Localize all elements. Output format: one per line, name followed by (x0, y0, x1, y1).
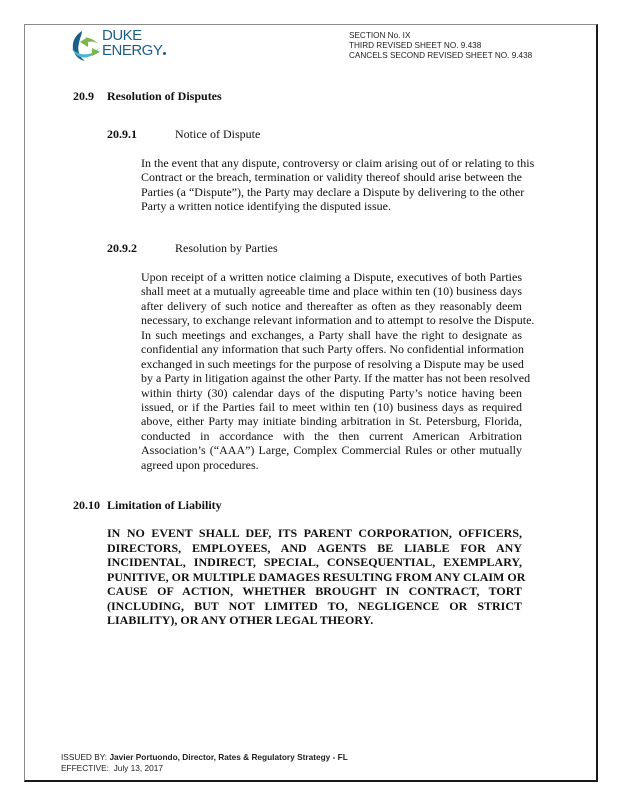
paragraph-line: agreed upon procedures. (141, 457, 259, 472)
footer-effective (61, 763, 163, 774)
cancels-sheet: CANCELS SECOND REVISED SHEET NO. 9.438 (349, 51, 533, 60)
paragraph-line: Contract or the breach, termination or validity thereof should arise between the (141, 170, 522, 185)
paragraph-line: after delivery of such notice and thereafter as often as they reasonably deem (141, 298, 522, 313)
footer-issued-by (61, 752, 348, 763)
paragraph-line: (INCLUDING, BUT NOT LIMITED TO, NEGLIGENCE OR STRICT (107, 598, 522, 613)
issued-by-label: ISSUED BY: (61, 752, 108, 762)
paragraph-line: shall meet at a mutually agreeable time and place within ten (10) business days (141, 284, 522, 299)
paragraph-line: Association’s (“AAA”) Large, Complex Commercial Rules or other mutually (141, 443, 522, 458)
paragraph-line: IN NO EVENT SHALL DEF, ITS PARENT CORPORATION, OFFICERS, (107, 526, 522, 540)
effective-label: EFFECTIVE: (61, 763, 109, 773)
paragraph-line: Party a written notice identifying the disputed issue. (141, 199, 391, 214)
subsection-20-9-2-title: Resolution by Parties (175, 241, 278, 255)
paragraph-line: exchanged in such meetings for the purpose of resolving a Dispute may be used (141, 356, 524, 371)
paragraph-line: above, either Party may initiate binding arbitration in St. Petersburg, Florida, (141, 414, 522, 429)
logo-text-duke: DUKE (102, 27, 142, 44)
paragraph-line: LIABILITY), OR ANY OTHER LEGAL THEORY. (107, 613, 374, 627)
section-20-10-title: Limitation of Liability (107, 498, 222, 512)
resolution-by-parties-paragraph (141, 270, 535, 472)
logo-text-energy: ENERGY (102, 43, 166, 58)
paragraph-line: PUNITIVE, OR MULTIPLE DAMAGES RESULTING FROM ANY CLAIM OR (107, 569, 526, 584)
section-20-9-title: Resolution of Disputes (107, 89, 222, 103)
paragraph-line: within thirty (30) calendar days of the disputing Party’s notice having been (141, 385, 522, 400)
issued-by-value: Javier Portuondo, Director, Rates & Regulatory Strategy - FL (109, 752, 348, 762)
sheet-header (349, 31, 532, 61)
paragraph-line: Parties (a “Dispute”), the Party may declare a Dispute by delivering to the other (141, 184, 525, 199)
paragraph-line: conducted in accordance with the then current American Arbitration (141, 428, 522, 443)
paragraph-line: In the event that any dispute, controversy or claim arising out of or relating to this (141, 156, 535, 170)
section-20-9-number: 20.9 (73, 89, 94, 103)
paragraph-line: Upon receipt of a written notice claiming a Dispute, executives of both Parties (141, 270, 522, 284)
duke-energy-logo (68, 28, 178, 64)
subsection-20-9-1-number: 20.9.1 (107, 127, 137, 141)
paragraph-line: CAUSE OF ACTION, WHETHER BROUGHT IN CONTRACT, TORT (107, 584, 522, 598)
duke-energy-logo-icon (68, 28, 102, 64)
section-number: SECTION No. IX (349, 31, 411, 40)
paragraph-line: In such meetings and exchanges, a Party shall have the right to designate as (141, 327, 522, 342)
sheet-number: THIRD REVISED SHEET NO. 9.438 (349, 41, 482, 50)
paragraph-line: DIRECTORS, EMPLOYEES, AND AGENTS BE LIABLE FOR ANY (107, 540, 522, 555)
paragraph-line: INCIDENTAL, INDIRECT, SPECIAL, CONSEQUENTIAL, EXEMPLARY, (107, 555, 522, 569)
subsection-20-9-1-title: Notice of Dispute (175, 127, 261, 141)
effective-value: July 13, 2017 (113, 763, 163, 773)
section-20-10-number: 20.10 (73, 498, 100, 512)
limitation-of-liability-paragraph (107, 526, 526, 628)
subsection-20-9-2-number: 20.9.2 (107, 241, 137, 255)
paragraph-line: necessary, to exchange relevant information and to attempt to resolve the Dispute. (141, 313, 535, 328)
paragraph-line: issued, or if the Parties fail to meet within ten (10) business days as required (141, 399, 522, 414)
paragraph-line: by a Party in litigation against the other Party. If the matter has not been resolved (141, 371, 531, 386)
paragraph-line: confidential any information that such Party offers. No confidential information (141, 342, 525, 357)
notice-of-dispute-paragraph (141, 156, 535, 214)
